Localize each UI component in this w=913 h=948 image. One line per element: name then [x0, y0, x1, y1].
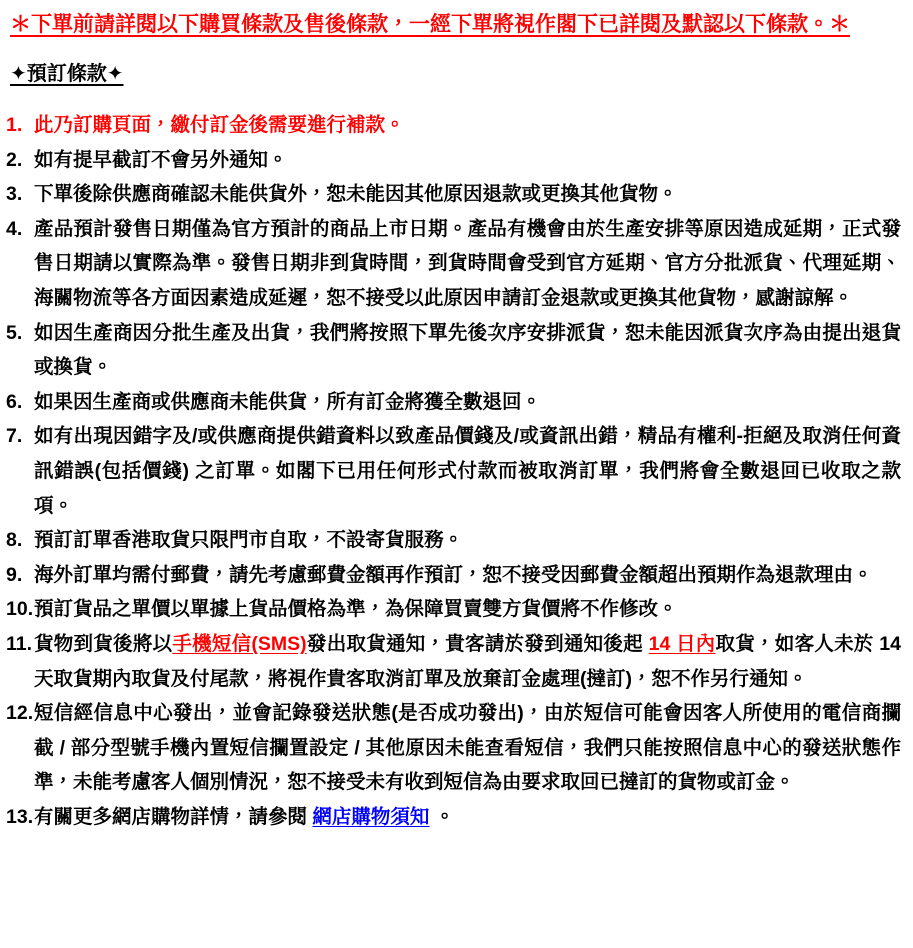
term-item — [6, 592, 903, 627]
term-text — [34, 800, 903, 835]
term-highlight-text: 手機短信(SMS) — [172, 632, 307, 655]
term-text — [34, 177, 903, 212]
term-text-segment: 發出取貨通知，貴客請於發到通知後起 — [306, 632, 649, 655]
term-text — [34, 108, 903, 143]
term-text — [34, 696, 903, 800]
section-heading: ✦預訂條款✦ — [10, 63, 124, 85]
page-title: ＊下單前請詳閱以下購買條款及售後條款，一經下單將視作閣下已詳閱及默認以下條款。＊ — [10, 13, 850, 36]
term-item — [6, 212, 903, 316]
term-text-segment: 貨物到貨後將以 — [34, 632, 173, 655]
term-text-segment: 預訂貨品之單價以單據上貨品價格為準，為保障買賣雙方貨價將不作修改。 — [34, 598, 678, 621]
term-item — [6, 523, 903, 558]
term-item — [6, 316, 903, 385]
term-text-segment: 短信經信息中心發出，並會記錄發送狀態(是否成功發出)，由於短信可能會因客人所使用的電信商攔截 / 部分型號手機內置短信攔置設定 / 其他原因未能查看短信，我們只能按照信息中心的發送狀態作準，未能考慮客人個別情況，恕不接受未有收到短信為由要求取回已撻訂的貨物或訂金。 — [34, 702, 901, 794]
term-item — [6, 696, 903, 800]
term-highlight-text: 14 日內 — [648, 632, 716, 655]
term-number: 13. — [6, 805, 34, 828]
term-text — [34, 316, 903, 385]
term-text-segment: 。 — [429, 805, 455, 828]
term-text — [34, 592, 903, 627]
term-item — [6, 143, 903, 178]
term-item — [6, 627, 903, 696]
term-text-segment: 預訂訂單香港取貨只限門市自取，不設寄貨服務。 — [34, 529, 464, 552]
term-text-segment: 下單後除供應商確認未能供貨外，恕未能因其他原因退款或更換其他貨物。 — [34, 183, 678, 206]
term-item — [6, 558, 903, 593]
term-number: 10. — [6, 598, 34, 621]
term-text-segment: 有關更多網店購物詳情，請參閱 — [34, 805, 313, 828]
term-number: 4. — [6, 217, 23, 240]
term-text — [34, 627, 903, 696]
term-text-segment: 此乃訂購頁面，繳付訂金後需要進行補款。 — [34, 114, 405, 136]
term-number: 3. — [6, 183, 23, 206]
term-number: 7. — [6, 425, 23, 448]
term-text-segment: 如有出現因錯字及/或供應商提供錯資料以致產品價錢及/或資訊出錯，精品有權利-拒絕及取消任何資訊錯誤(包括價錢) 之訂單。如閣下已用任何形式付款而被取消訂單，我們將會全數退回已收取之款項。 — [34, 425, 901, 517]
term-number: 9. — [6, 563, 23, 586]
term-text — [34, 523, 903, 558]
term-item — [6, 385, 903, 420]
term-number: 2. — [6, 148, 23, 171]
term-number: 1. — [6, 114, 23, 136]
term-number: 6. — [6, 390, 23, 413]
term-number: 8. — [6, 529, 23, 552]
term-number: 11. — [6, 632, 33, 655]
term-item — [6, 108, 903, 143]
term-text — [34, 558, 903, 593]
term-item — [6, 419, 903, 523]
term-text-segment: 產品預計發售日期僅為官方預計的商品上市日期。產品有機會由於生產安排等原因造成延期，正式發售日期請以實際為準。發售日期非到貨時間，到貨時間會受到官方延期、官方分批派貨、代理延期、海關物流等各方面因素造成延遲，恕不接受以此原因申請訂金退款或更換其他貨物，感謝諒解。 — [34, 217, 901, 309]
term-text-segment: 如有提早截訂不會另外通知。 — [34, 148, 288, 171]
term-text-segment: 取貨，如客人未於 14 天取貨期內取貨及付尾款，將視作貴客取消訂單及放棄訂金處理(撻訂)，恕不作另行通知。 — [34, 632, 902, 690]
term-number: 5. — [6, 321, 23, 344]
term-text-segment: 如果因生產商或供應商未能供貨，所有訂金將獲全數退回。 — [34, 390, 542, 413]
term-text — [34, 143, 903, 178]
term-text-segment: 海外訂單均需付郵費，請先考慮郵費金額再作預訂，恕不接受因郵費金額超出預期作為退款理由。 — [34, 563, 873, 586]
term-text-segment: 如因生產商因分批生產及出貨，我們將按照下單先後次序安排派貨，恕未能因派貨次序為由提出退貨或換貨。 — [34, 321, 901, 379]
term-number: 12. — [6, 702, 34, 725]
store-shopping-notice-link[interactable]: 網店購物須知 — [312, 805, 430, 828]
term-text — [34, 385, 903, 420]
term-text — [34, 419, 903, 523]
term-text — [34, 212, 903, 316]
terms-list — [6, 108, 903, 834]
term-item — [6, 177, 903, 212]
term-item — [6, 800, 903, 835]
